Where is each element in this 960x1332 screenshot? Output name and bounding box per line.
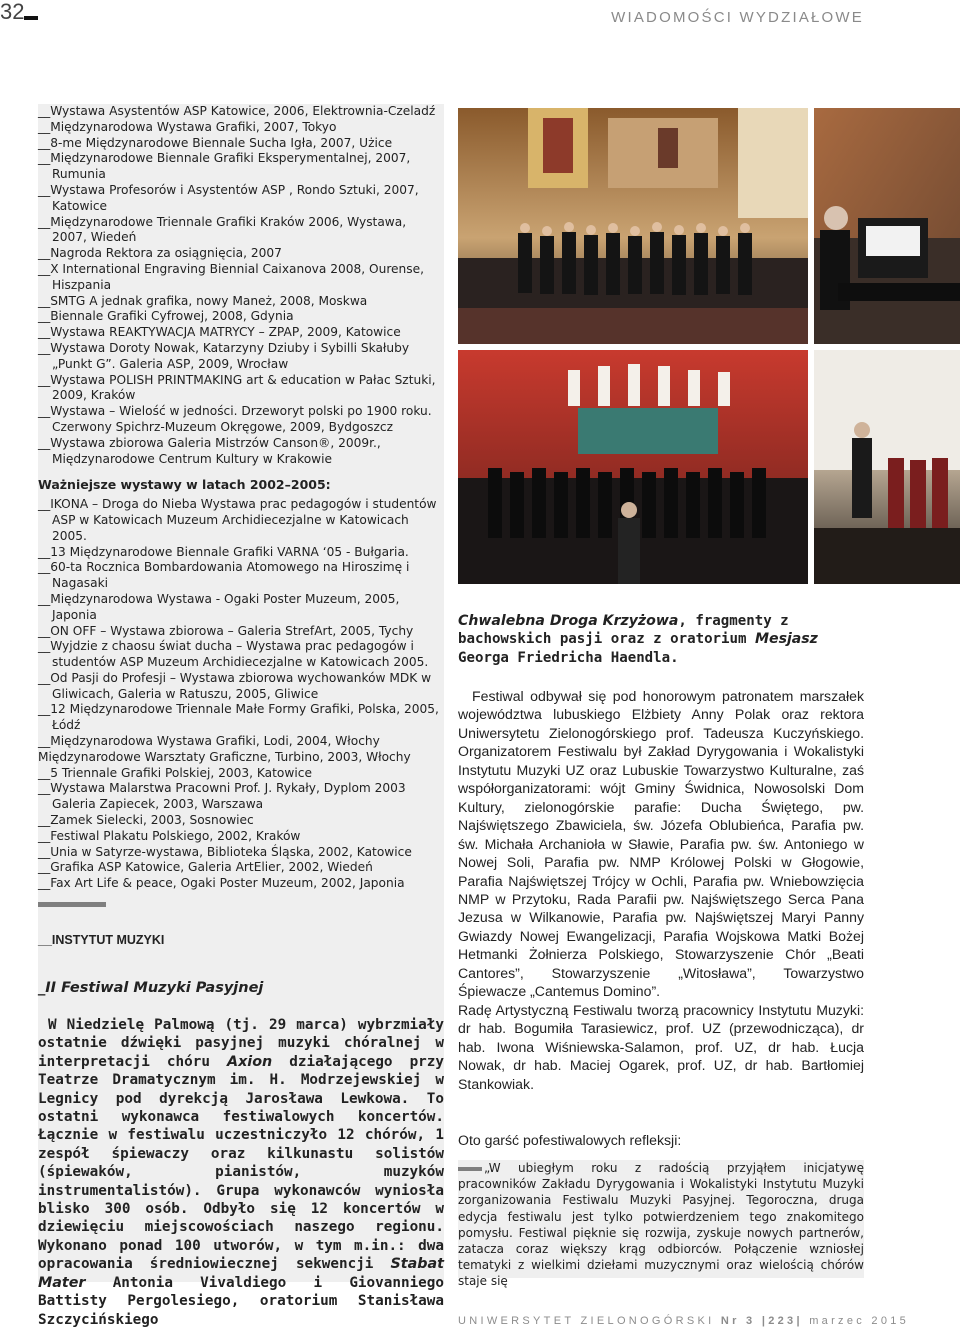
choir-hall-photo [814,350,960,584]
exhibition-item: __5 Triennale Grafiki Polskiej, 2003, Katowice [38,765,312,780]
exhibition-item: __Międzynarodowe Biennale Grafiki Eksperymentalnej, 2007, Rumunia [38,151,411,182]
exhibition-item: __Wystawa Profesorów i Asystentów ASP , Rondo Sztuki, 2007, Katowice [38,182,419,213]
exhibition-item: __Od Pasji do Profesji – Wystawa zbiorowa wychowanków MDK w Gliwicach, Galeria w Ratuszu, 2005, Gliwice [38,670,432,701]
choir-altar-photo [458,350,808,584]
lead-paragraph: W Niedzielę Palmową (tj. 29 marca) wybrzmiały ostatnie dźwięki pasyjnej muzyki chóralnej w interpretacji chóru Axion działającego przy Teatrze Dramatycznym im. H. Modrzejewskiej w Legnicy pod dyrekcją Jarosława Lewkowa. To ostatni wykonawca festiwalowych koncertów. Łącznie w festiwalu uczestniczyło 12 chórów, 1 zespół śpiewaczy oraz kilkunastu solistów (śpiewaków, pianistów, muzyków instrumentalistów). Grupa wykonawców wyniosła blisko 300 osób. Odbyło się 12 koncertów w dziewięciu miejscowościach naszego regionu. Wykonano ponad 100 utworów, w tym m.in.: dwa opracowania średniowiecznej sekwencji Stabat Mater Antonia Vivaldiego i Giovanniego Battisty Pergolesiego, oratorium Stanisława Szczycińskiego [38,1017,444,1328]
exhibition-item: __Międzynarodowa Wystawa Grafiki, 2007, Tokyo [38,119,337,134]
footer-number: |223| [761,1315,803,1327]
left-column [38,104,444,1328]
exhibition-item: __IKONA – Droga do Nieba Wystawa prac pedagogów i studentów ASP w Katowicach Muzeum Archidiecezjalne w Katowicach 2005. [38,497,437,543]
exhibition-item: __12 Międzynarodowe Triennale Małe Formy Grafiki, Polska, 2005, Łódź [38,702,439,733]
exhibition-item: __SMTG A jednak grafika, nowy Maneż, 2008, Moskwa [38,293,368,308]
exhibition-item: __Wystawa Malarstwa Pracowni Prof. J. Rykały, Dyplom 2003 Galeria Zapiecek, 2003, Warszawa [38,781,406,812]
footer-date: marzec 2015 [809,1315,910,1327]
exhibition-item: __X International Engraving Biennial Caixanova 2008, Ourense, Hiszpania [38,261,425,292]
pianist-photo [814,108,960,344]
page-number: 32 [0,0,25,24]
exhibition-item: Międzynarodowe Warsztaty Graficzne, Turbino, 2003, Włochy [38,749,411,764]
footer-university: UNIWERSYTET ZIELONOGÓRSKI [458,1315,715,1327]
body-paragraph: Festiwal odbywał się pod honorowym patronatem marszałek województwa lubuskiego Elżbiety Anny Polak oraz rektora Uniwersytetu Zielonogórskiego prof. Tadeusza Kuczyńskiego. Organizatorem Festiwalu był Zakład Dyrygowania i Wokalistyki Instytutu Muzyki UZ oraz Lubuskie Towarzystwo Kulturalne, zaś współorganizatorami: wójt Gminy Świdnica, Nowosolski Dom Kultury, zielonogórskie parafie: Ducha Świętego, pw. Najświętszego Zbawiciela, św. Józefa Oblubieńca, Parafia pw. św. Michała Archanioła w Sławie, Parafia pw. św. Antoniego w Nowej Soli, Parafia pw. NMP Królowej Polski w Głogowie, Parafia Najświętszej Trójcy w Ochli, Parafia pw. Wniebowzięcia NMP w Przytoku, Rada Parafii pw. Najświętszego Serca Pana Jezusa w Wilkanowie, Parafia pw. Najświętszej Maryi Panny Gwiazdy Nowej Ewangelizacji, Parafia Wojskowa Matki Bożej Hetmanki Żołnierza Polskiego, Stowarzyszenie Chór „Beati Cantores”, Stowarzyszenie „Witosława”, Towarzystwo Śpiewacze „Cantemus Domino”. [458,688,864,1000]
institute-label: __INSTYTUT MUZYKI [38,933,165,947]
exhibition-item: __Nagroda Rektora za osiągnięcia, 2007 [38,246,282,261]
festival-title: _II Festiwal Muzyki Pasyjnej [38,980,264,996]
exhibition-item: __Międzynarodowa Wystawa - Ogaki Poster Muzeum, 2005, Japonia [38,591,400,622]
exhibition-item: __Wystawa REAKTYWACJA MATRYCY – ZPAP, 2009, Katowice [38,325,401,340]
photo-caption: Chwalebna Droga Krzyżowa, fragmenty z bachowskich pasji oraz z oratorium Mesjasz Georga Friedricha Haendla. [458,613,818,666]
exhibition-item: __Wystawa Doroty Nowak, Katarzyny Dziuby i Sybilli Skałuby „Punkt G”. Galeria ASP, 2009, Wrocław [38,340,410,371]
reflections-intro: Oto garść pofestiwalowych refleksji: [458,1132,682,1148]
exhibition-item: __Wystawa POLISH PRINTMAKING art & education w Pałac Sztuki, 2009, Kraków [38,372,436,403]
section-header: WIADOMOŚCI WYDZIAŁOWE [611,9,864,26]
exhibition-item: __Biennale Grafiki Cyfrowej, 2008, Gdynia [38,309,294,324]
footer-issue: Nr 3 [720,1315,756,1327]
page-number-bar [24,16,38,20]
body-paragraph: Radę Artystyczną Festiwalu tworzą pracownicy Instytutu Muzyki: dr hab. Bogumiła Tarasiewicz, prof. UZ (przewodnicząca), dr hab. Iwona Wiśniewska-Salamon, prof. UZ, dr hab. Łucja Nowak, dr hab. Maciej Ogarek, prof. UZ, dr hab. Bartłomiej Stankowiak. [458,1001,864,1092]
exhibition-item: __Międzynarodowe Triennale Grafiki Kraków 2006, Wystawa, 2007, Wiedeń [38,214,407,245]
photo-grid [458,108,960,584]
footer [458,1315,909,1327]
exhibition-item: __13 Międzynarodowe Biennale Grafiki VARNA ‘05 - Bułgaria. [38,544,409,559]
exhibition-lists [38,104,444,892]
exhibitions-list-2002-2005 [38,497,444,892]
exhibition-item: __Grafika ASP Katowice, Galeria ArtElier, 2002, Wiedeń [38,860,373,875]
exhibitions-list [38,104,444,467]
exhibition-item: __Wystawa – Wielość w jedności. Drzeworyt polski po 1900 roku. Czerwony Spichrz-Muzeum Okręgowe, 2009, Bydgoszcz [38,404,432,434]
exhibition-item: __Międzynarodowa Wystawa Grafiki, Lodi, 2004, Włochy [38,734,380,749]
exhibition-item: __ON OFF – Wystawa zbiorowa – Galeria StrefArt, 2005, Tychy [38,623,414,638]
exhibition-item: __Zamek Sielecki, 2003, Sosnowiec [38,813,254,828]
exhibition-item: __60-ta Rocznica Bombardowania Atomowego na Hiroszimę i Nagasaki [38,560,410,591]
quote-text: „W ubiegłym roku z radością przyjąłem inicjatywę pracowników Zakładu Dyrygowania i Wokalistyki Instytutu Muzyki zorganizowania Festiwalu Muzyki Pasyjnej. Tegoroczna, druga edycja festiwalu jest tylko potwierdzeniem tego znakomitego pomysłu. Festiwal pięknie się rozwija, zyskuje nowych partnerów, zatacza coraz większy krąg odbiorców. Połączenie wzniosłej tematyki z wielkimi dziełami muzycznymi oraz wielością chórów staje się [458,1161,864,1289]
photo-collage [458,108,960,584]
exhibition-item: __8-me Międzynarodowe Biennale Sucha Igła, 2007, Użice [38,135,393,150]
exhibition-item: __Festiwal Plakatu Polskiego, 2002, Kraków [38,828,301,843]
exhibitions-heading: Ważniejsze wystawy w latach 2002–2005: [38,477,331,493]
exhibition-item: __Fax Art Life & peace, Ogaki Poster Muzeum, 2002, Japonia [38,876,405,891]
section-divider [38,902,106,907]
quote-block [458,1160,864,1289]
exhibition-item: __Wystawa Asystentów ASP Katowice, 2006, Elektrownia-Czeladź [38,104,436,118]
quote-marker [458,1167,482,1171]
exhibition-item: __Wyjdzie z chaosu świat ducha – Wystawa prac pedagogów i studentów ASP Muzeum Archidiecezjalne w Katowicach 2005. [38,639,429,670]
exhibition-item: __Wystawa zbiorowa Galeria Mistrzów Canson®, 2009r., Międzynarodowe Centrum Kultury w Krakowie [38,435,381,466]
choir-church-photo [458,108,808,344]
exhibition-item: __Unia w Satyrze-wystawa, Biblioteka Śląska, 2002, Katowice [38,844,412,859]
article-body [458,687,864,1093]
